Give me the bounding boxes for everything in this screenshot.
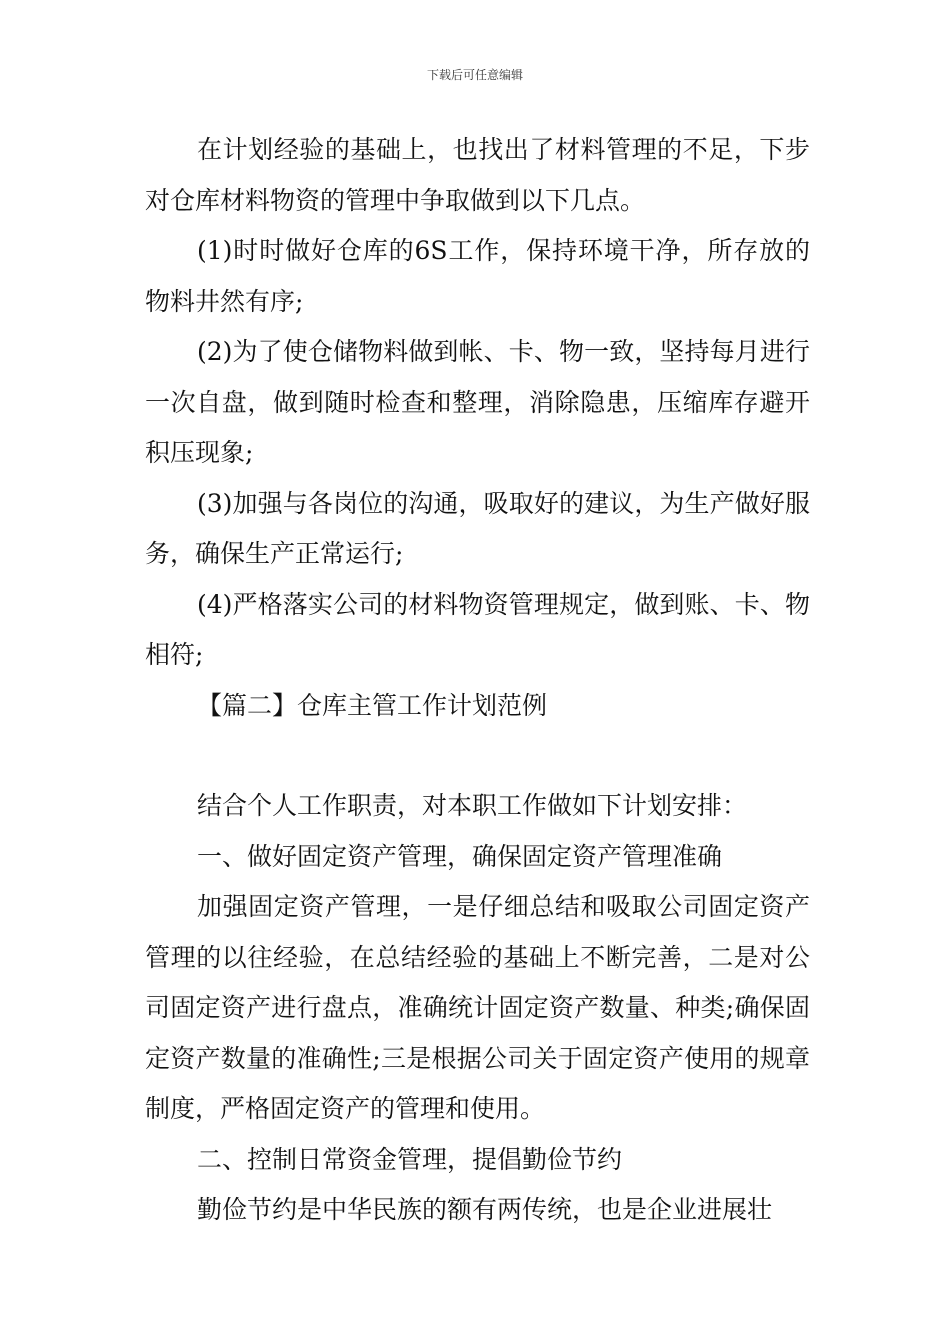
paragraph-fixed-assets: 加强固定资产管理，一是仔细总结和吸取公司固定资产管理的以往经验，在总结经验的基础上不断完善，二是对公司固定资产进行盘点，准确统计固定资产数量、种类;确保固定资产数量的准确性;三是根据公司关于固定资产使用的规章制度，严格固定资产的管理和使用。 — [145, 892, 810, 1123]
page-header-note: 下载后可任意编辑 — [426, 68, 523, 82]
paragraph-item-2: (2)为了使仓储物料做到帐、卡、物一致，坚持每月进行一次自盘，做到随时检查和整理，消除隐患，压缩库存避开积压现象; — [145, 337, 810, 467]
subheading-funds-management: 二、控制日常资金管理，提倡勤俭节约 — [197, 1144, 623, 1174]
paragraph-plan-intro: 结合个人工作职责，对本职工作做如下计划安排： — [197, 791, 748, 820]
paragraph-item-4: (4)严格落实公司的材料物资管理规定，做到账、卡、物相符; — [145, 589, 810, 669]
document-body — [145, 125, 810, 1236]
paragraph-item-1: (1)时时做好仓库的6S工作，保持环境干净，所存放的物料井然有序; — [145, 236, 810, 316]
subheading-fixed-assets: 一、做好固定资产管理，确保固定资产管理准确 — [197, 841, 723, 871]
paragraph-intro: 在计划经验的基础上，也找出了材料管理的不足，下步对仓库材料物资的管理中争取做到以下几点。 — [145, 135, 810, 215]
paragraph-item-3: (3)加强与各岗位的沟通，吸取好的建议，为生产做好服务，确保生产正常运行; — [145, 488, 810, 568]
section-heading-part-two: 【篇二】仓库主管工作计划范例 — [197, 690, 548, 720]
paragraph-frugality: 勤俭节约是中华民族的额有两传统，也是企业进展壮 — [197, 1195, 773, 1224]
